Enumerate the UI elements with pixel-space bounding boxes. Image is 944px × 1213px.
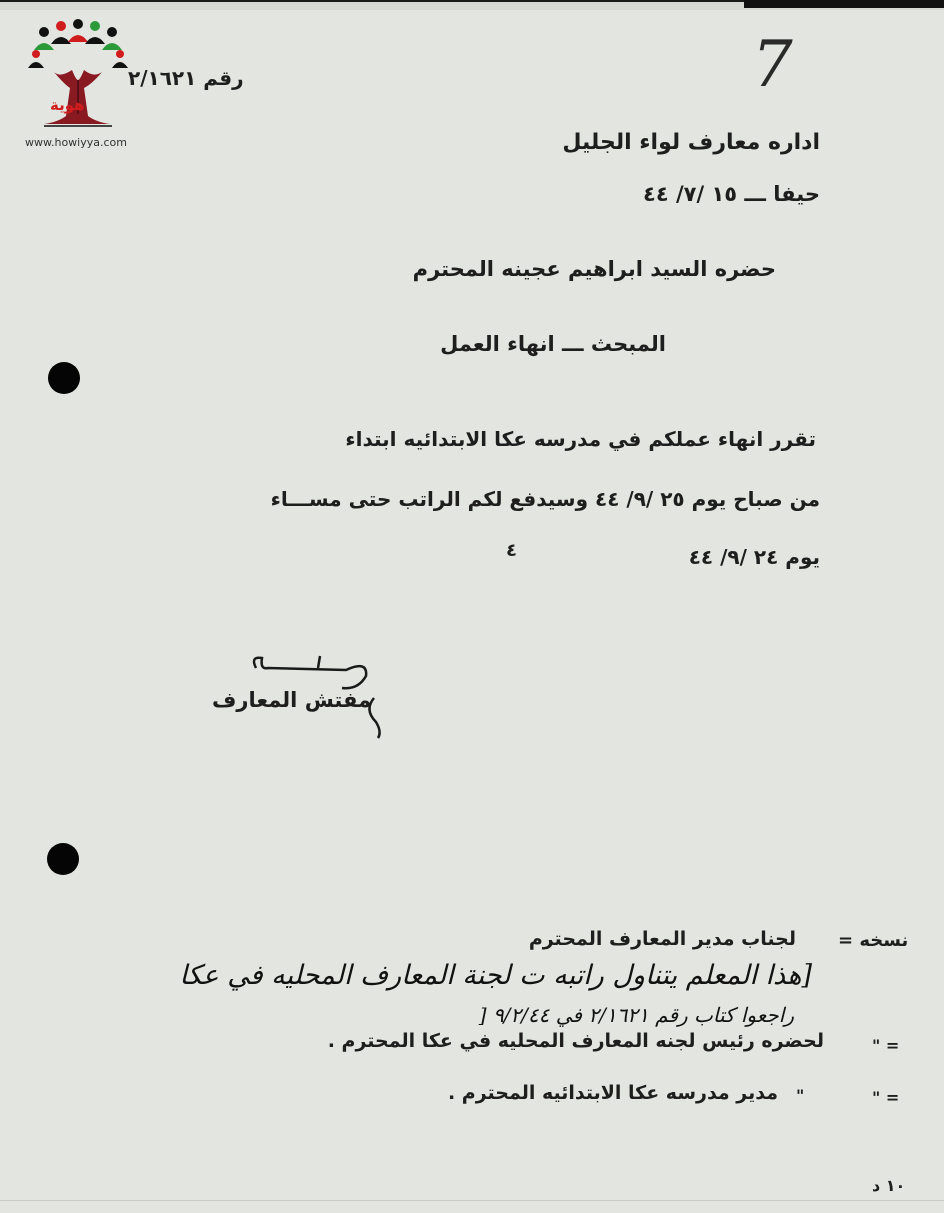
body-line-2: من صباح يوم ٢٥ /٩/ ٤٤ وسيدفع لكم الراتب حتى مســـاء: [270, 487, 820, 511]
subject-line: المبحث ـــ انهاء العمل: [440, 332, 666, 356]
ditto-mark: ": [796, 1086, 805, 1105]
handwritten-note-2: راجعوا كتاب رقم ٢/١٦٢١ في ٩/٢/٤٤ [: [478, 1003, 794, 1027]
addressee: حضره السيد ابراهيم عجينه المحترم: [412, 257, 776, 281]
logo-wordmark: هوية: [50, 96, 85, 114]
signature-title: مفتش المعارف: [212, 688, 372, 712]
page-mark: 7: [752, 28, 793, 102]
handwritten-note-1: [هذا المعلم يتناول راتبه ت لجنة المعارف المحليه في عكا: [179, 960, 812, 991]
scan-edge-line: [0, 1200, 944, 1201]
copy-recipient-3: مدير مدرسه عكا الابتدائيه المحترم .: [447, 1082, 778, 1104]
handwritten-tick: ٤: [506, 540, 517, 561]
tree-logo-icon: [14, 18, 138, 136]
scan-top-edge-dark: [744, 0, 944, 8]
ditto-mark: " =: [872, 1088, 900, 1107]
body-line-1: تقرر انهاء عملكم في مدرسه عكا الابتدائيه ابتداء: [345, 427, 816, 451]
footer-code: ١٠ د: [872, 1176, 906, 1195]
date-line: حيفا ـــ ١٥ /٧/ ٤٤: [643, 182, 820, 206]
copy-recipient-1: لجناب مدير المعارف المحترم: [528, 928, 796, 950]
copies-label: نسخه =: [838, 930, 909, 951]
ditto-mark: " =: [872, 1036, 900, 1055]
logo-url: www.howiyya.com: [25, 136, 127, 149]
reference-number: رقم ٢/١٦٢١: [128, 66, 244, 90]
body-line-3: يوم ٢٤ /٩/ ٤٤: [688, 545, 820, 569]
punch-hole: [47, 843, 79, 875]
office-name: اداره معارف لواء الجليل: [562, 130, 820, 155]
copy-recipient-2: لحضره رئيس لجنه المعارف المحليه في عكا المحترم .: [327, 1030, 824, 1052]
punch-hole: [48, 362, 80, 394]
howiyya-logo: [14, 18, 138, 154]
